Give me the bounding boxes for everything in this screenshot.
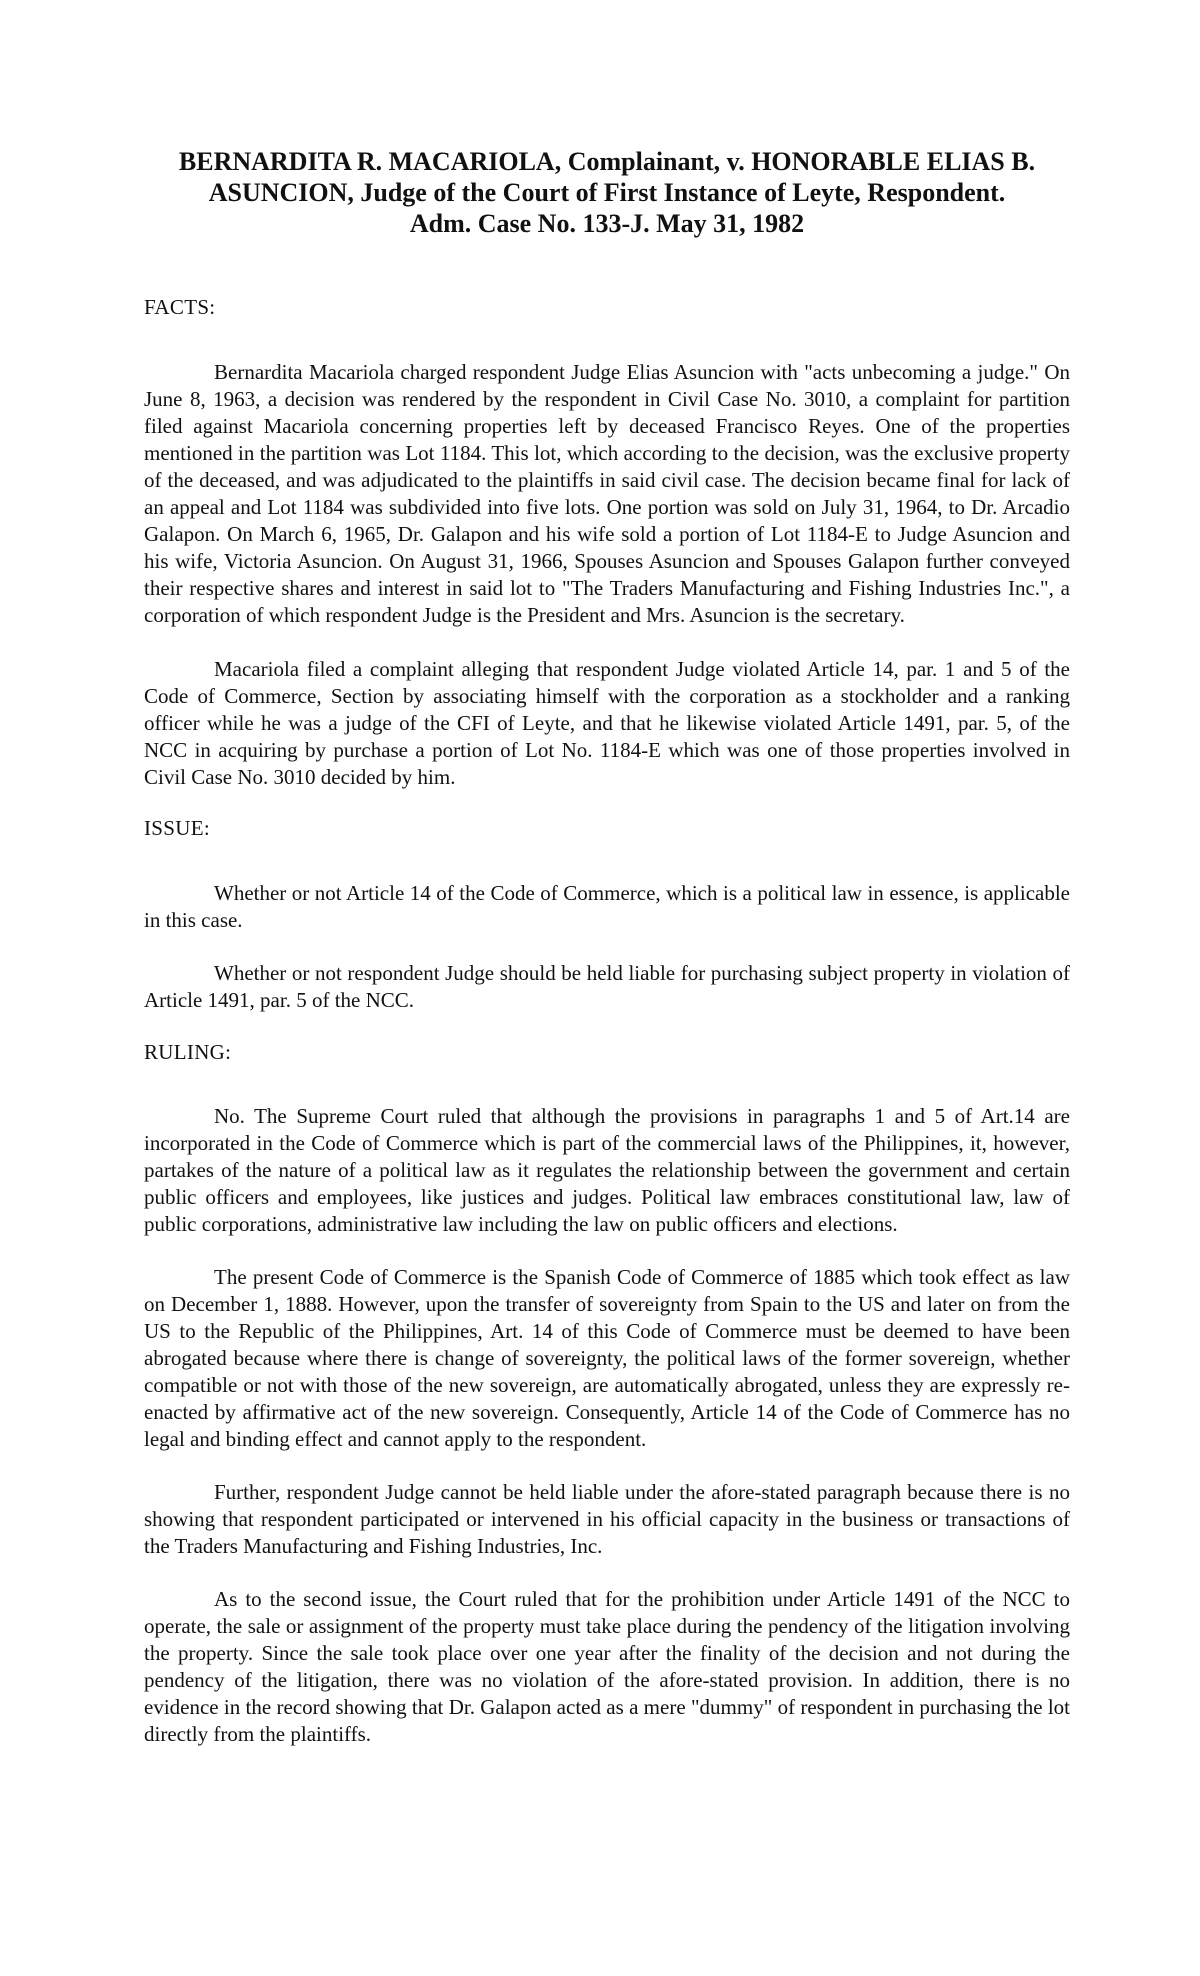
case-title-line-3: Adm. Case No. 133-J. May 31, 1982 (409, 209, 805, 238)
facts-paragraph-2: Macariola filed a complaint alleging that respondent Judge violated Article 14, par. 1 and 5 of the Code of Commerce, Section by associating himself with the corporation as a stockholder and a ranking officer while he was a judge of the CFI of Leyte, and that he likewise violated Article 1491, par. 5, of the NCC in acquiring by purchase a portion of Lot No. 1184-E which was one of those properties involved in Civil Case No. 3010 decided by him. (144, 657, 1070, 789)
document-page (144, 0, 1070, 1748)
case-title-line-2: ASUNCION, Judge of the Court of First Instance of Leyte, Respondent. (208, 178, 1006, 207)
ruling-heading: RULING: (144, 1040, 232, 1064)
ruling-paragraph-3: Further, respondent Judge cannot be held liable under the afore-stated paragraph because there is no showing that respondent participated or intervened in his official capacity in the business or transactions of the Traders Manufacturing and Fishing Industries, Inc. (144, 1480, 1070, 1558)
ruling-paragraph-1: No. The Supreme Court ruled that although the provisions in paragraphs 1 and 5 of Art.14 are incorporated in the Code of Commerce which is part of the commercial laws of the Philippines, it, however, partakes of the nature of a political law as it regulates the relationship between the government and certain public officers and employees, like justices and judges. Political law embraces constitutional law, law of public corporations, administrative law including the law on public officers and elections. (144, 1104, 1070, 1236)
facts-paragraph-1: Bernardita Macariola charged respondent Judge Elias Asuncion with "acts unbecoming a judge." On June 8, 1963, a decision was rendered by the respondent in Civil Case No. 3010, a complaint for partition filed against Macariola concerning properties left by deceased Francisco Reyes. One of the properties mentioned in the partition was Lot 1184. This lot, which according to the decision, was the exclusive property of the deceased, and was adjudicated to the plaintiffs in said civil case. The decision became final for lack of an appeal and Lot 1184 was subdivided into five lots. One portion was sold on July 31, 1964, to Dr. Arcadio Galapon. On March 6, 1965, Dr. Galapon and his wife sold a portion of Lot 1184-E to Judge Asuncion and his wife, Victoria Asuncion. On August 31, 1966, Spouses Asuncion and Spouses Galapon further conveyed their respective shares and interest in said lot to "The Traders Manufacturing and Fishing Industries Inc.", a corporation of which respondent Judge is the President and Mrs. Asuncion is the secretary. (144, 360, 1070, 627)
ruling-paragraph-4: As to the second issue, the Court ruled that for the prohibition under Article 1491 of the NCC to operate, the sale or assignment of the property must take place during the pendency of the litigation involving the property. Since the sale took place over one year after the finality of the decision and not during the pendency of the litigation, there was no violation of the afore-stated provision. In addition, there is no evidence in the record showing that Dr. Galapon acted as a mere "dummy" of respondent in purchasing the lot directly from the plaintiffs. (144, 1587, 1070, 1746)
ruling-paragraph-2: The present Code of Commerce is the Spanish Code of Commerce of 1885 which took effect as law on December 1, 1888. However, upon the transfer of sovereignty from Spain to the US and later on from the US to the Republic of the Philippines, Art. 14 of this Code of Commerce must be deemed to have been abrogated because where there is change of sovereignty, the political laws of the former sovereign, whether compatible or not with those of the new sovereign, are automatically abrogated, unless they are expressly re-enacted by affirmative act of the new sovereign. Consequently, Article 14 of the Code of Commerce has no legal and binding effect and cannot apply to the respondent. (144, 1265, 1070, 1451)
facts-heading: FACTS: (144, 295, 216, 319)
facts-section (144, 294, 1070, 791)
case-title (144, 0, 1070, 239)
issue-paragraph-2: Whether or not respondent Judge should be held liable for purchasing subject property in violation of Article 1491, par. 5 of the NCC. (144, 961, 1070, 1012)
issue-paragraph-1: Whether or not Article 14 of the Code of Commerce, which is a political law in essence, is applicable in this case. (144, 881, 1070, 932)
issue-heading: ISSUE: (144, 816, 210, 840)
case-title-line-1: BERNARDITA R. MACARIOLA, Complainant, v. HONORABLE ELIAS B. (178, 147, 1036, 176)
ruling-section (144, 1039, 1070, 1748)
issue-section (144, 815, 1070, 1014)
